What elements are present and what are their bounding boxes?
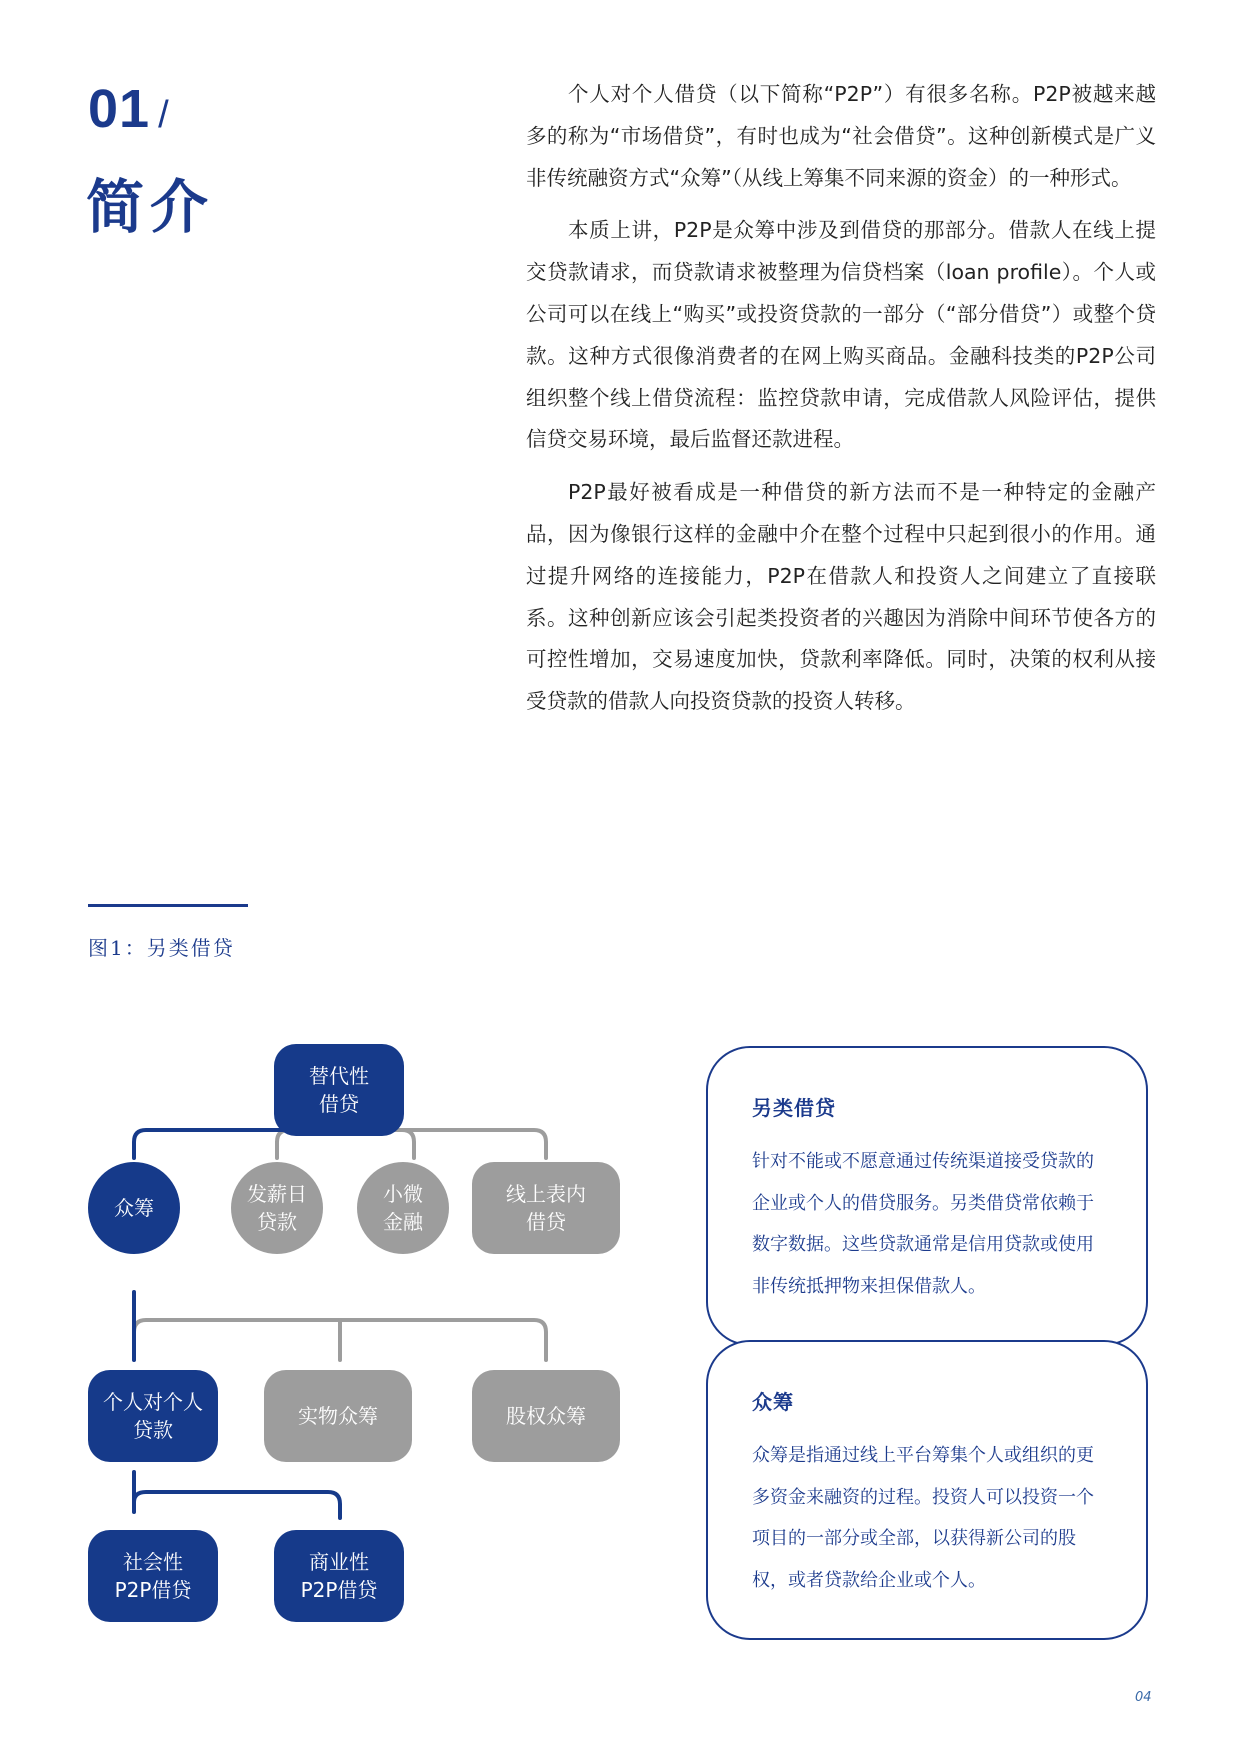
paragraph-1: 个人对个人借贷（以下简称“P2P”）有很多名称。P2P被越来越多的称为“市场借贷”，有时也成为“社会借贷”。这种创新模式是广义非传统融资方式“众筹”（从线上筹集不同来源的资金）的一种形式。 bbox=[526, 82, 1156, 190]
figure-divider bbox=[88, 904, 248, 907]
card-text: 针对不能或不愿意通过传统渠道接受贷款的企业或个人的借贷服务。另类借贷常依赖于数字数据。这些贷款通常是信用贷款或使用非传统抵押物来担保借款人。 bbox=[752, 1151, 1094, 1297]
figure-caption: 图1：另类借贷 bbox=[88, 936, 235, 960]
node-physical-crowdfunding: 实物众筹 bbox=[264, 1370, 412, 1462]
paragraph-2: 本质上讲，P2P是众筹中涉及到借贷的那部分。借款人在线上提交贷款请求，而贷款请求被整理为信贷档案（loan profile）。个人或公司可以在线上“购买”或投资贷款的一部分（“部分借贷”）或整个贷款。这种方式很像消费者的在网上购买商品。金融科技类的P2P公司组织整个线上借贷流程：监控贷款申请，完成借款人风险评估，提供信贷交易环境，最后监督还款进程。 bbox=[526, 218, 1156, 452]
section-title: 简介 bbox=[86, 173, 215, 241]
section-number: 01 / bbox=[88, 79, 170, 139]
section-slash: / bbox=[158, 94, 170, 136]
node-crowdfunding: 众筹 bbox=[88, 1162, 180, 1254]
node-commercial-p2p: 商业性 P2P借贷 bbox=[274, 1530, 404, 1622]
card-text: 众筹是指通过线上平台筹集个人或组织的更多资金来融资的过程。投资人可以投资一个项目的一部分或全部，以获得新公司的股权，或者贷款给企业或个人。 bbox=[752, 1445, 1094, 1591]
node-equity-crowdfunding: 股权众筹 bbox=[472, 1370, 620, 1462]
node-social-p2p: 社会性 P2P借贷 bbox=[88, 1530, 218, 1622]
page-number: 04 bbox=[1135, 1690, 1152, 1705]
card-title: 另类借贷 bbox=[752, 1096, 836, 1120]
card-title: 众筹 bbox=[752, 1390, 794, 1414]
card-crowdfunding bbox=[706, 1340, 1148, 1640]
paragraph-3: P2P最好被看成是一种借贷的新方法而不是一种特定的金融产品，因为像银行这样的金融中介在整个过程中只起到很小的作用。通过提升网络的连接能力，P2P在借款人和投资人之间建立了直接联系。这种创新应该会引起类投资者的兴趣因为消除中间环节使各方的可控性增加，交易速度加快，贷款利率降低。同时，决策的权利从接受贷款的借款人向投资贷款的投资人转移。 bbox=[526, 480, 1156, 714]
card-alternative-lending bbox=[706, 1046, 1148, 1346]
node-payday-loan: 发薪日 贷款 bbox=[231, 1162, 323, 1254]
node-microfinance: 小微 金融 bbox=[357, 1162, 449, 1254]
intro-text bbox=[526, 74, 1156, 734]
node-alternative-lending: 替代性 借贷 bbox=[274, 1044, 404, 1136]
node-online-balance-sheet: 线上表内 借贷 bbox=[472, 1162, 620, 1254]
node-p2p-loan: 个人对个人 贷款 bbox=[88, 1370, 218, 1462]
